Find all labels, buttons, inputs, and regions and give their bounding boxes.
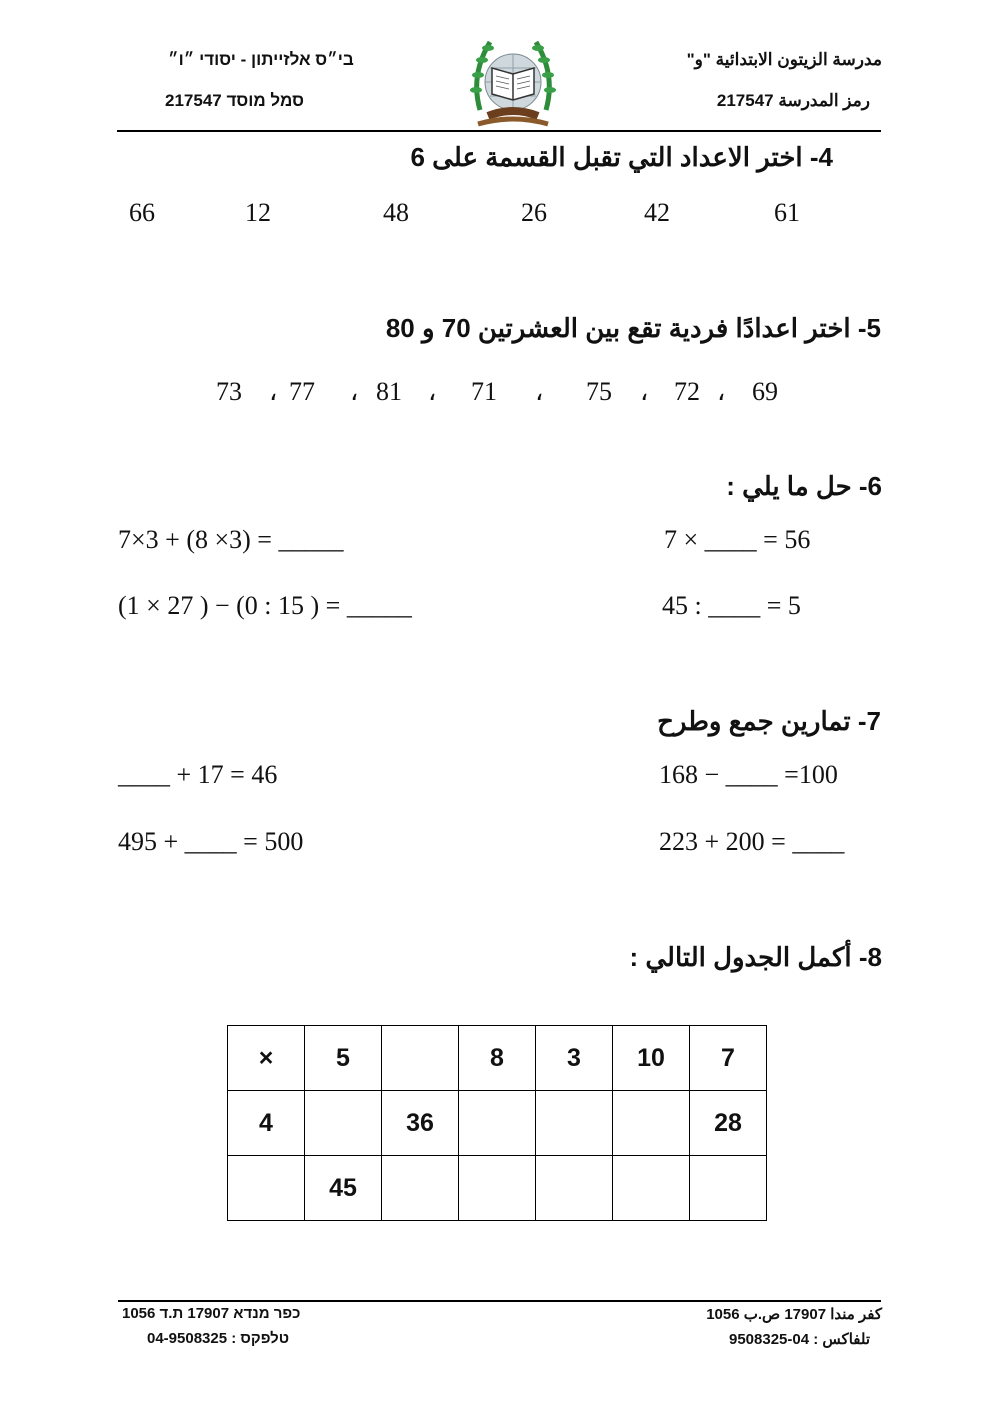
q4-number: 66 — [129, 198, 155, 227]
header-right-school-code: رمز المدرسة 217547 — [716, 91, 870, 110]
footer-left-address: כפר מנדא 17907 ת.ד 1056 — [122, 1305, 301, 1322]
q8-title: 8- أكمل الجدول التالي : — [629, 942, 882, 972]
footer-left-phone: טלפקס : 04-9508325 — [147, 1330, 290, 1347]
table-cell — [690, 1156, 767, 1221]
table-cell: 45 — [305, 1156, 382, 1221]
q5-separator: ، — [717, 377, 726, 406]
q4-number: 48 — [383, 198, 409, 227]
q5-number: 72 — [674, 377, 700, 406]
q5-separator: ، — [428, 377, 437, 406]
q6-equation: 7 × ____ = 56 — [664, 525, 811, 554]
table-cell: 36 — [382, 1091, 459, 1156]
table-cell: 5 — [305, 1026, 382, 1091]
header-left-school-code: סמל מוסד 217547 — [165, 91, 305, 110]
table-cell — [305, 1091, 382, 1156]
q7-equation: 223 + 200 = ____ — [659, 827, 845, 856]
table-cell — [459, 1156, 536, 1221]
table-cell: 8 — [459, 1026, 536, 1091]
q4-number: 26 — [521, 198, 547, 227]
table-cell — [382, 1156, 459, 1221]
header-divider — [117, 130, 881, 132]
table-cell — [459, 1091, 536, 1156]
q6-equation: (1 × 27 ) − (0 : 15 ) = _____ — [118, 591, 412, 620]
table-row — [228, 1026, 767, 1091]
q4-number: 12 — [245, 198, 271, 227]
q6-equation: 7×3 + (8 ×3) = _____ — [118, 525, 344, 554]
table-row — [228, 1091, 767, 1156]
table-cell: × — [228, 1026, 305, 1091]
q5-number: 73 — [216, 377, 242, 406]
q5-number: 81 — [376, 377, 402, 406]
q7-equation: 495 + ____ = 500 — [118, 827, 304, 856]
q5-number: 69 — [752, 377, 778, 406]
footer-right-address: كفر مندا 17907 ص.ب 1056 — [706, 1306, 882, 1323]
table-cell — [613, 1091, 690, 1156]
school-logo — [468, 30, 558, 130]
table-cell — [382, 1026, 459, 1091]
q5-separator: ، — [269, 377, 278, 406]
header-left-school-name: בי״ס אלזייתון - יסודי ״ו״ — [168, 50, 354, 69]
q4-number: 61 — [774, 198, 800, 227]
q7-equation: ____ + 17 = 46 — [118, 760, 278, 789]
q7-equation: 168 − ____ =100 — [659, 760, 838, 789]
table-cell: 10 — [613, 1026, 690, 1091]
table-cell: 3 — [536, 1026, 613, 1091]
table-cell — [536, 1156, 613, 1221]
table-row — [228, 1156, 767, 1221]
table-cell: 4 — [228, 1091, 305, 1156]
q6-title: 6- حل ما يلي : — [726, 471, 882, 501]
q5-title: 5- اختر اعدادًا فردية تقع بين العشرتين 70 و 80 — [385, 313, 881, 343]
q5-number: 71 — [471, 377, 497, 406]
footer-right-phone: تلفاكس : 04-9508325 — [729, 1331, 870, 1348]
q5-number: 75 — [586, 377, 612, 406]
q5-separator: ، — [535, 377, 544, 406]
table-cell — [228, 1156, 305, 1221]
q7-title: 7- تمارين جمع وطرح — [657, 706, 881, 736]
table-cell: 7 — [690, 1026, 767, 1091]
multiplication-table — [227, 1025, 767, 1221]
q4-title: 4- اختر الاعداد التي تقبل القسمة على 6 — [410, 142, 833, 172]
q5-separator: ، — [640, 377, 649, 406]
q5-number: 77 — [289, 377, 315, 406]
q5-separator: ، — [350, 377, 359, 406]
header-right-school-name: مدرسة الزيتون الابتدائية "و" — [686, 50, 882, 69]
q4-number: 42 — [644, 198, 670, 227]
table-cell — [613, 1156, 690, 1221]
table-cell — [536, 1091, 613, 1156]
q6-equation: 45 : ____ = 5 — [662, 591, 801, 620]
table-cell: 28 — [690, 1091, 767, 1156]
footer-divider — [118, 1300, 881, 1302]
